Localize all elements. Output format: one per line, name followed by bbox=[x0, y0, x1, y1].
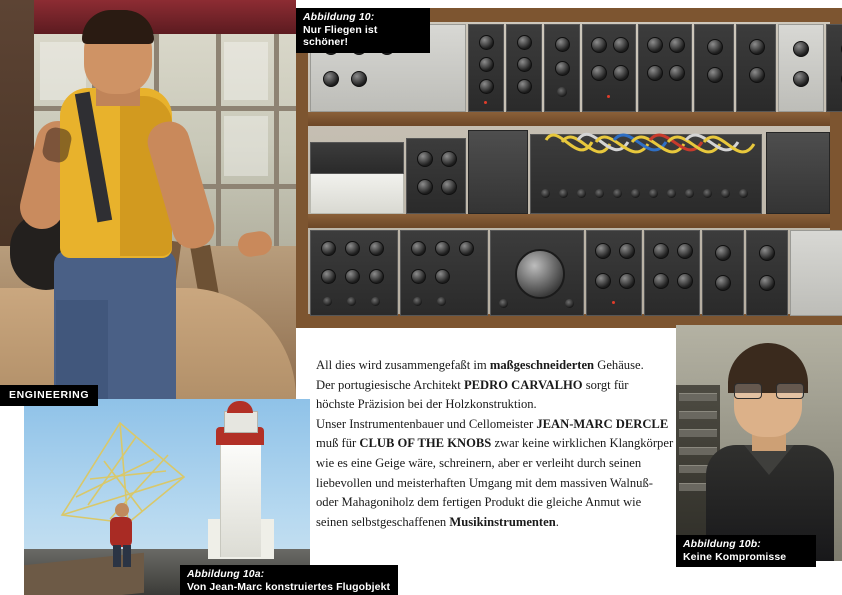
caption-fig10a-text: Von Jean-Marc konstruiertes Flugobjekt bbox=[187, 580, 391, 593]
photo-synth-wall bbox=[296, 8, 842, 328]
patch-cables bbox=[310, 128, 828, 212]
body-text-emphasis: Musikinstrumenten bbox=[449, 514, 556, 529]
synth-module-row-bottom bbox=[310, 230, 842, 314]
synth-module bbox=[586, 230, 642, 316]
synth-module bbox=[582, 24, 636, 112]
body-text-emphasis: PEDRO CARVALHO bbox=[463, 377, 583, 392]
body-text-run: zwar keine wirklichen Klangkörper bbox=[491, 436, 674, 451]
body-text-emphasis: CLUB OF THE KNOBS bbox=[359, 436, 492, 451]
synth-module bbox=[644, 230, 700, 316]
caption-fig10-text: Nur Fliegen ist schöner! bbox=[303, 23, 378, 48]
synth-module bbox=[310, 230, 398, 316]
caption-fig10b-label: Abbildung 10b: bbox=[683, 538, 761, 550]
synth-module bbox=[544, 24, 580, 112]
synth-module bbox=[736, 24, 776, 112]
body-text-run: Der portugiesische Architekt bbox=[316, 377, 464, 392]
body-text-run: oder Mahagoniholz dem fertigen Produkt die gleiche Anmut wie bbox=[316, 495, 642, 510]
engineering-tag bbox=[0, 385, 98, 406]
lighthouse-tower bbox=[220, 441, 261, 557]
body-text-emphasis: maßgeschneiderten bbox=[489, 358, 595, 372]
synth-module bbox=[746, 230, 788, 316]
synth-module bbox=[694, 24, 734, 112]
synth-module bbox=[506, 24, 542, 112]
synth-module-big-dial bbox=[490, 230, 584, 316]
body-text-run: liebevollen und meisterhaften Umgang mit dem massiven Walnuß- bbox=[316, 475, 653, 490]
body-text-run: Unser Instrumentenbauer und Cellomeister bbox=[316, 416, 537, 431]
person-with-kite bbox=[110, 503, 136, 563]
body-text-run: seinen selbstgeschaffenen bbox=[316, 514, 450, 529]
caption-fig10a-label: Abbildung 10a: bbox=[187, 568, 265, 580]
caption-fig10b bbox=[676, 535, 816, 567]
body-text-run: sorgt für bbox=[582, 377, 629, 392]
synth-module bbox=[400, 230, 488, 316]
workshop-curtain bbox=[34, 0, 296, 34]
synth-module bbox=[778, 24, 824, 112]
lighthouse-lantern bbox=[224, 411, 258, 433]
cabinet-shelf bbox=[296, 112, 842, 126]
synth-module bbox=[468, 24, 504, 112]
body-text-run: All dies wird zusammengefaßt im bbox=[316, 358, 490, 372]
cabinet-shelf bbox=[296, 214, 842, 228]
caption-fig10 bbox=[296, 8, 430, 53]
glasses-icon bbox=[734, 383, 802, 397]
caption-fig10a bbox=[180, 565, 398, 595]
body-text-run: muß für bbox=[316, 436, 360, 451]
synth-module bbox=[702, 230, 744, 316]
body-text-run: . bbox=[555, 514, 559, 529]
body-text-emphasis: JEAN-MARC DERCLE bbox=[536, 416, 669, 431]
lighthouse-dome bbox=[227, 401, 253, 413]
synth-module bbox=[826, 24, 842, 112]
photo-man-workshop bbox=[0, 0, 296, 400]
blank-panel bbox=[790, 230, 842, 316]
body-text-run: Gehäuse. bbox=[594, 358, 644, 372]
synth-module bbox=[638, 24, 692, 112]
photo-portrait bbox=[676, 325, 842, 561]
caption-fig10b-text: Keine Kompromisse bbox=[683, 550, 787, 563]
engineering-tag-label: ENGINEERING bbox=[9, 389, 90, 401]
body-text-run: wie es eine Geige wäre, schreinern, aber er verleiht durch seinen bbox=[316, 455, 642, 470]
caption-fig10-label: Abbildung 10: bbox=[303, 11, 375, 23]
body-paragraph bbox=[316, 356, 674, 532]
body-text-run: höchste Präzision bei der Holzkonstruktion. bbox=[316, 397, 537, 412]
synth-module-row-middle bbox=[310, 128, 828, 212]
cabinet-left-frame bbox=[296, 8, 308, 328]
